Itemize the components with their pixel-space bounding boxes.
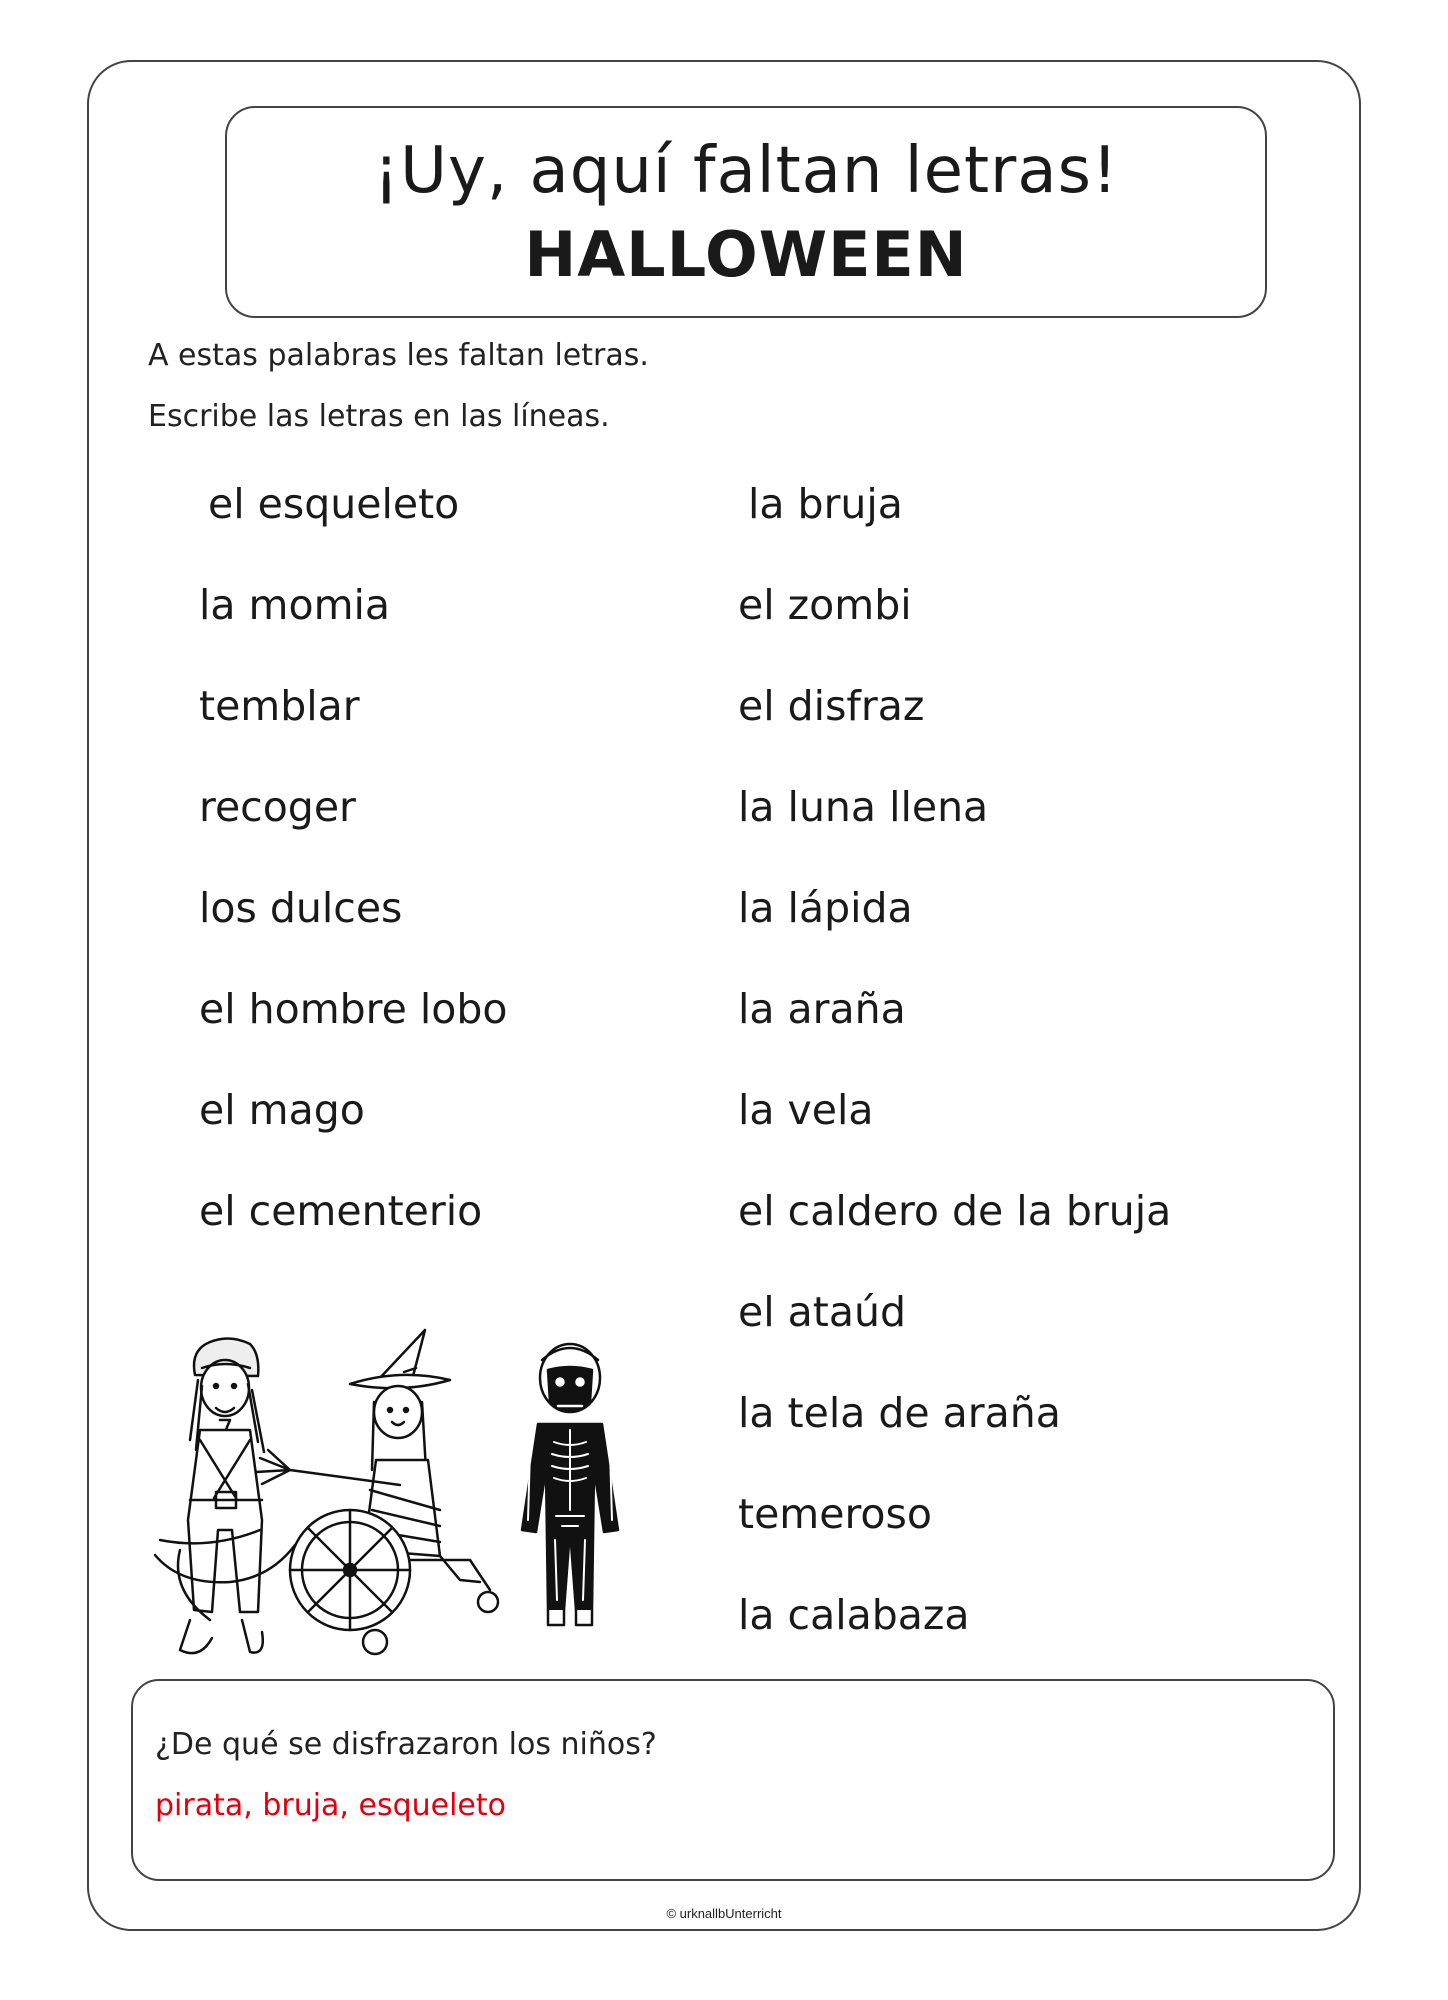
instruction-2: Escribe las letras en las líneas. [148,399,610,434]
title-main: ¡Uy, aquí faltan letras! [373,134,1119,208]
pirate-figure [155,1338,295,1653]
word-left: los dulces [199,884,403,932]
question-text: ¿De qué se disfrazaron los niños? [155,1727,657,1762]
word-left: el hombre lobo [199,985,508,1033]
word-left: recoger [199,783,356,831]
word-right: temeroso [738,1490,932,1538]
word-left: el mago [199,1086,365,1134]
word-right: el caldero de la bruja [738,1187,1172,1235]
word-right: el ataúd [738,1288,906,1336]
word-right: la calabaza [738,1591,970,1639]
answer-box [131,1679,1335,1881]
word-right: la araña [738,985,906,1033]
word-right: la luna llena [738,783,989,831]
word-left: la momia [199,581,391,629]
witch-figure [256,1330,498,1654]
word-left: temblar [199,682,360,730]
word-left: el cementerio [199,1187,483,1235]
word-right: la bruja [748,480,903,528]
answer-text: pirata, bruja, esqueleto [155,1788,507,1823]
word-right: el disfraz [738,682,925,730]
instruction-1: A estas palabras les faltan letras. [148,338,649,373]
word-left: el esqueleto [208,480,460,528]
word-right: la tela de araña [738,1389,1061,1437]
word-right: el zombi [738,581,912,629]
word-right: la vela [738,1086,874,1134]
title-box [225,106,1267,318]
costumed-children-illustration [150,1320,710,1680]
title-halloween: HALLOWEEN [524,218,968,291]
word-right: la lápida [738,884,913,932]
copyright-notice: © urknallbUnterricht [666,1906,782,1921]
skeleton-figure [522,1344,618,1625]
